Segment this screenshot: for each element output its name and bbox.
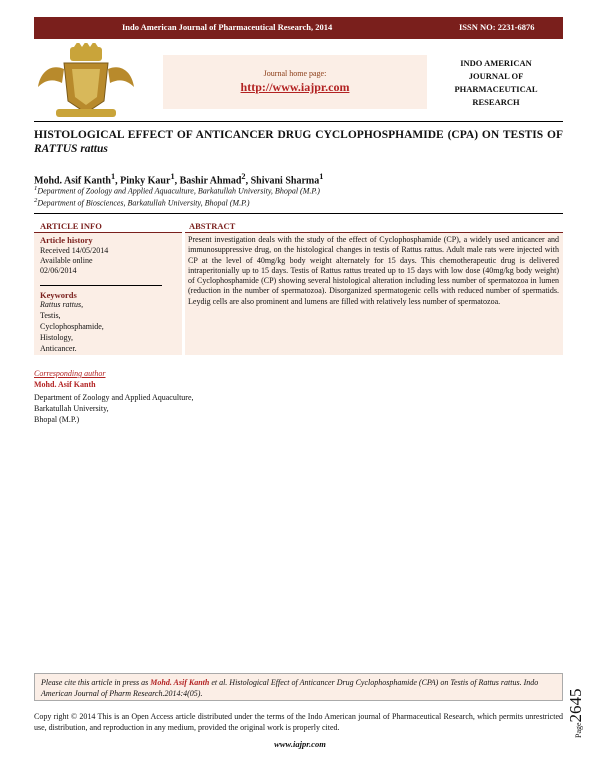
affiliation-1: $^1$Department of Zoology and Applied Aquaculture, Barkatullah University, Bhopal (M.P.) xyxy=(34,185,320,196)
keyword-item: Rattus rattus, xyxy=(40,300,84,309)
journal-name-block xyxy=(432,57,560,109)
journal-header-bar xyxy=(34,17,563,39)
title-species: RATTUS rattus xyxy=(34,143,108,155)
abstract-text: Present investigation deals with the study of the effect of Cyclophosphamide (CP), a widely used anticancer and immunosuppressive drug, on the histological changes in testis of Rattus rattus. Adult male rats were injected with CP at the level of 40mg/kg body weight alternately for 15 days. This chemotherapeutic drug is delivered intraperitonially up to 15 days. Testis of Rattus rattus treated up to 15 days with low dose (40mg/kg body weight) of Cyclophosphamide (CP) showing several histological alteration including less number of spermatozoa in lumen (reduction in the number of spermatozoa). Disorganized spermatogenic cells with reduced number of spermatids. Leydig cells are also prominent and lumens are filled with relatively less number of spermatozoa. xyxy=(188,235,559,306)
article-title: HISTOLOGICAL EFFECT OF ANTICANCER DRUG CYCLOPHOSPHAMIDE (CPA) ON TESTIS OF RATTUS rattus xyxy=(34,129,563,155)
footer-url[interactable]: www.iajpr.com xyxy=(274,739,326,749)
journal-homepage-box xyxy=(163,55,427,109)
keyword-item: Cyclophosphamide, xyxy=(40,322,104,331)
corresponding-author-name: Mohd. Asif Kanth xyxy=(34,380,96,389)
author-name: Shivani Sharma xyxy=(250,175,320,187)
received-date: Received 14/05/2014 xyxy=(40,246,109,255)
article-info-heading: ARTICLE INFO xyxy=(34,221,182,233)
info-divider xyxy=(40,285,162,286)
keyword-item: Anticancer. xyxy=(40,344,77,353)
author-list: Mohd. Asif Kanth$^1$, Pinky Kaur$^1$, Bashir Ahmad$^2$, Shivani Sharma$^1$ xyxy=(34,172,324,187)
keyword-item: Testis, xyxy=(40,311,61,320)
keyword-item: Histology, xyxy=(40,333,74,342)
author-name: Pinky Kaur xyxy=(120,175,171,187)
affiliation-divider xyxy=(34,213,563,214)
corresponding-address-line: Bhopal (M.P.) xyxy=(34,415,80,424)
journal-name-line: INDO AMERICAN xyxy=(460,58,532,68)
journal-name-line: PHARMACEUTICAL xyxy=(454,84,538,94)
corresponding-address-line: Barkatullah University, xyxy=(34,404,109,413)
corresponding-address-line: Department of Zoology and Applied Aquaculture, xyxy=(34,393,194,402)
keywords-heading: Keywords xyxy=(40,290,77,300)
author-name: Bashir Ahmad xyxy=(179,175,242,187)
author-name: Mohd. Asif Kanth xyxy=(34,175,111,187)
issn-label: ISSN NO: 2231-6876 xyxy=(459,22,535,32)
available-online-date: 02/06/2014 xyxy=(40,266,77,275)
citation-box: Please cite this article in press as Mohd. Asif Kanth et al. Histological Effect of Anticancer Drug Cyclophosphamide (CPA) on Testis of Rattus rattus. Indo American Journal of Pharm Research.2014:4(05). xyxy=(34,673,563,701)
article-history-heading: Article history xyxy=(40,235,93,245)
homepage-link[interactable]: http://www.iajpr.com xyxy=(240,80,350,94)
corresponding-author-label: Corresponding author xyxy=(34,369,106,378)
available-online-label: Available online xyxy=(40,256,93,265)
citation-author: Mohd. Asif Kanth xyxy=(150,678,210,687)
affiliation-2: $^2$Department of Biosciences, Barkatullah University, Bhopal (M.P.) xyxy=(34,197,250,208)
journal-name-line: JOURNAL OF xyxy=(468,71,524,81)
page-number: Page2645 xyxy=(566,688,585,738)
journal-name-line: RESEARCH xyxy=(472,97,520,107)
homepage-label: Journal home page: xyxy=(263,69,327,78)
abstract-heading: ABSTRACT xyxy=(185,221,563,233)
header-divider xyxy=(34,121,563,122)
journal-crest-logo-icon xyxy=(36,43,136,119)
journal-header-title: Indo American Journal of Pharmaceutical Research, 2014 xyxy=(122,22,333,32)
copyright-notice: Copy right © 2014 This is an Open Access article distributed under the terms of the Indo American journal of Pharmaceutical Research, which permits unrestricted use, distribution, and reproduction in any medium, provided the original work is properly cited. xyxy=(34,712,563,732)
